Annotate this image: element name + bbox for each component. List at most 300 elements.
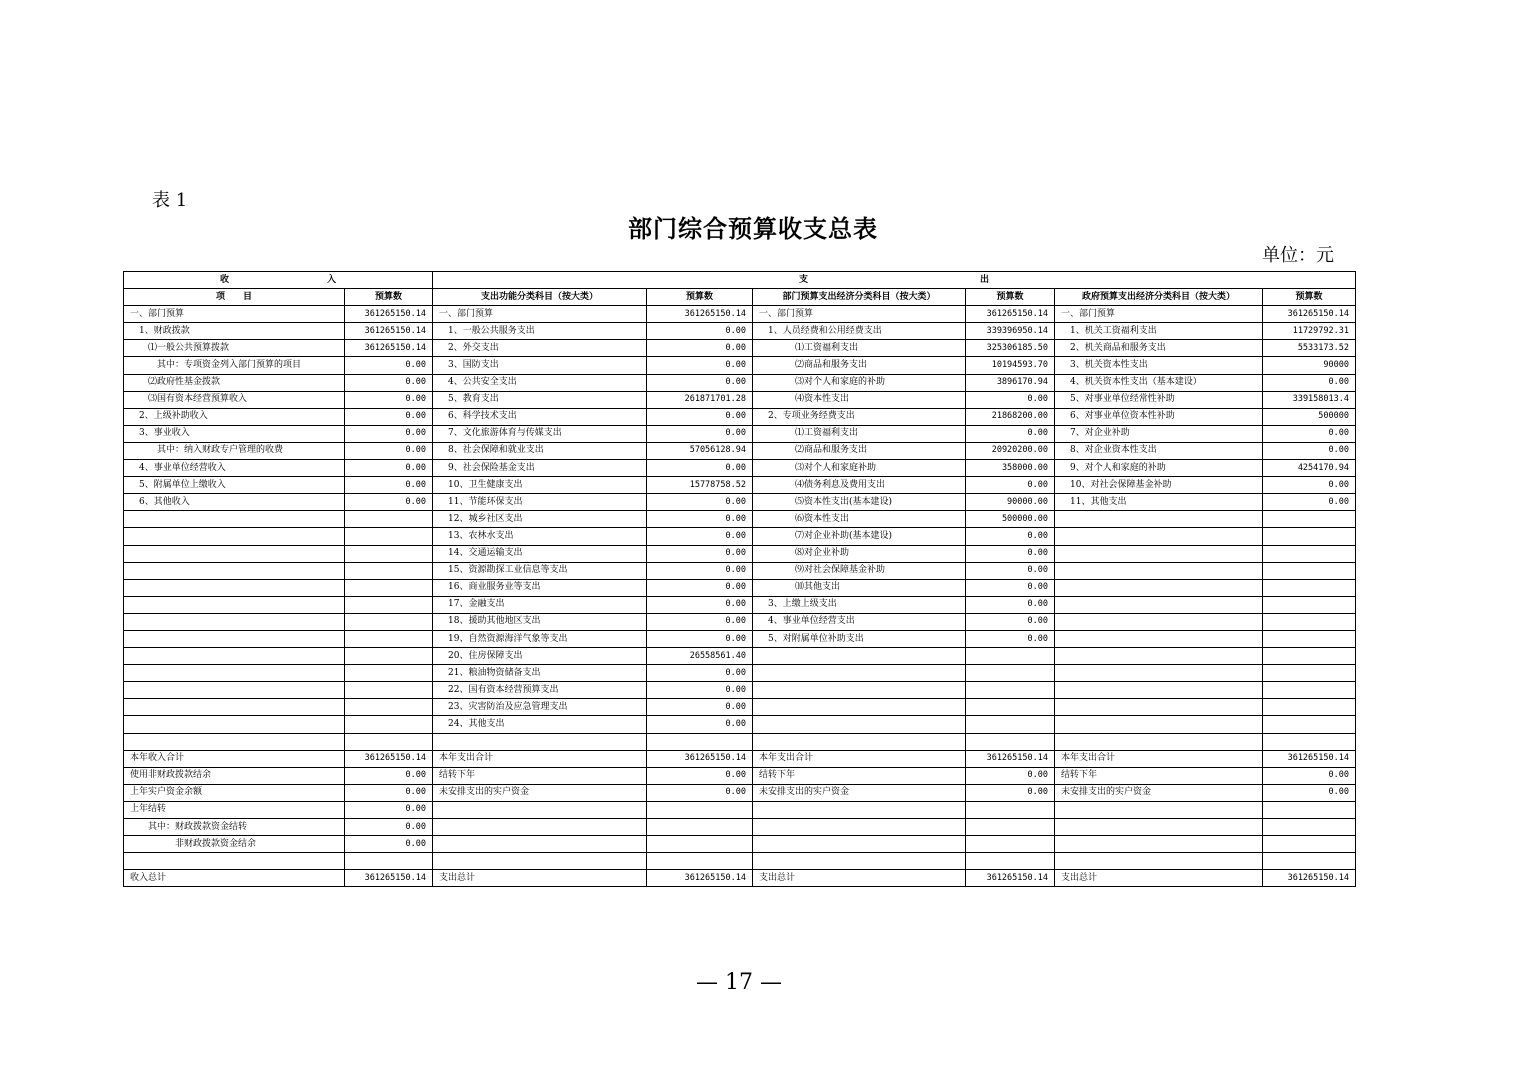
budget-amount-cell: 0.00 <box>345 357 433 374</box>
table-row <box>124 562 1356 579</box>
budget-amount-cell <box>345 699 433 716</box>
budget-amount-cell: 0.00 <box>345 836 433 853</box>
item-name-cell <box>753 853 966 870</box>
table-row <box>124 374 1356 391</box>
budget-amount-cell <box>345 665 433 682</box>
item-name-cell: 14、交通运输支出 <box>433 545 647 562</box>
item-name-cell <box>124 630 345 647</box>
budget-amount-cell <box>647 801 753 818</box>
budget-amount-cell <box>1263 630 1356 647</box>
expense-header-char: 支 <box>799 274 809 285</box>
item-name-cell: 5、附属单位上缴收入 <box>124 477 345 494</box>
column-header: 项 目 <box>124 289 345 306</box>
item-name-cell <box>124 613 345 630</box>
table-row <box>124 801 1356 818</box>
item-name-cell <box>433 733 647 750</box>
column-header: 部门预算支出经济分类科目（按大类） <box>753 289 966 306</box>
budget-amount-cell: 0.00 <box>1263 767 1356 784</box>
budget-amount-cell <box>345 545 433 562</box>
item-name-cell <box>124 733 345 750</box>
budget-amount-cell: 0.00 <box>1263 425 1356 442</box>
budget-amount-cell <box>345 716 433 733</box>
item-name-cell <box>1055 562 1263 579</box>
budget-amount-cell: 20920200.00 <box>966 442 1055 459</box>
table-row <box>124 391 1356 408</box>
budget-amount-cell: 0.00 <box>966 425 1055 442</box>
item-name-cell: 4、机关资本性支出（基本建设） <box>1055 374 1263 391</box>
item-name-cell <box>1055 630 1263 647</box>
item-name-cell: 13、农林水支出 <box>433 528 647 545</box>
budget-amount-cell: 0.00 <box>1263 374 1356 391</box>
table-row <box>124 306 1356 323</box>
budget-amount-cell: 0.00 <box>966 630 1055 647</box>
item-name-cell: 上年结转 <box>124 801 345 818</box>
budget-amount-cell: 361265150.14 <box>647 750 753 767</box>
table-row <box>124 323 1356 340</box>
item-name-cell: 一、部门预算 <box>1055 306 1263 323</box>
budget-amount-cell: 361265150.14 <box>345 750 433 767</box>
item-name-cell: 7、对企业补助 <box>1055 425 1263 442</box>
budget-amount-cell: 339158013.4 <box>1263 391 1356 408</box>
table-row <box>124 716 1356 733</box>
item-name-cell <box>1055 511 1263 528</box>
budget-amount-cell: 0.00 <box>966 391 1055 408</box>
item-name-cell: 2、专项业务经费支出 <box>753 408 966 425</box>
budget-amount-cell: 339396950.14 <box>966 323 1055 340</box>
budget-amount-cell: 0.00 <box>647 374 753 391</box>
budget-amount-cell: 0.00 <box>647 665 753 682</box>
item-name-cell <box>1055 613 1263 630</box>
table-row <box>124 665 1356 682</box>
column-header: 预算数 <box>345 289 433 306</box>
item-name-cell <box>1055 682 1263 699</box>
item-name-cell: 10、卫生健康支出 <box>433 477 647 494</box>
item-name-cell: ⑹资本性支出 <box>753 511 966 528</box>
item-name-cell: 4、事业单位经营收入 <box>124 460 345 477</box>
item-name-cell: ⑷债务利息及费用支出 <box>753 477 966 494</box>
item-name-cell: ⑶国有资本经营预算收入 <box>124 391 345 408</box>
income-header-char: 收 <box>220 274 230 285</box>
item-name-cell <box>433 853 647 870</box>
table-row <box>124 870 1356 887</box>
budget-amount-cell: 0.00 <box>647 562 753 579</box>
table-row <box>124 699 1356 716</box>
item-name-cell <box>1055 853 1263 870</box>
item-name-cell: ⑽其他支出 <box>753 579 966 596</box>
item-name-cell: ⑵政府性基金拨款 <box>124 374 345 391</box>
item-name-cell <box>433 819 647 836</box>
budget-amount-cell: 90000.00 <box>966 494 1055 511</box>
item-name-cell: 5、对事业单位经常性补助 <box>1055 391 1263 408</box>
item-name-cell: 结转下年 <box>1055 767 1263 784</box>
budget-amount-cell: 0.00 <box>345 801 433 818</box>
budget-amount-cell: 361265150.14 <box>966 750 1055 767</box>
budget-amount-cell <box>1263 511 1356 528</box>
item-name-cell: 支出总计 <box>753 870 966 887</box>
item-name-cell: 支出总计 <box>1055 870 1263 887</box>
budget-amount-cell: 0.00 <box>345 494 433 511</box>
budget-amount-cell: 0.00 <box>345 391 433 408</box>
item-name-cell: 6、对事业单位资本性补助 <box>1055 408 1263 425</box>
item-name-cell <box>1055 545 1263 562</box>
budget-amount-cell: 0.00 <box>345 374 433 391</box>
budget-amount-cell <box>966 648 1055 665</box>
budget-amount-cell: 90000 <box>1263 357 1356 374</box>
budget-amount-cell: 0.00 <box>647 528 753 545</box>
budget-amount-cell <box>345 733 433 750</box>
item-name-cell: 未安排支出的实户资金 <box>1055 784 1263 801</box>
item-name-cell <box>1055 648 1263 665</box>
item-name-cell: 1、一般公共服务支出 <box>433 323 647 340</box>
budget-amount-cell: 361265150.14 <box>1263 306 1356 323</box>
budget-amount-cell: 0.00 <box>647 511 753 528</box>
table-row <box>124 511 1356 528</box>
budget-amount-cell: 0.00 <box>647 357 753 374</box>
item-name-cell <box>124 665 345 682</box>
item-name-cell: 未安排支出的实户资金 <box>433 784 647 801</box>
budget-summary-table <box>123 271 1356 887</box>
item-name-cell: 8、对企业资本性支出 <box>1055 442 1263 459</box>
budget-amount-cell <box>345 511 433 528</box>
budget-amount-cell: 0.00 <box>647 596 753 613</box>
column-header: 预算数 <box>1263 289 1356 306</box>
item-name-cell: 支出总计 <box>433 870 647 887</box>
item-name-cell: 8、社会保障和就业支出 <box>433 442 647 459</box>
budget-amount-cell: 0.00 <box>647 323 753 340</box>
budget-amount-cell: 0.00 <box>966 613 1055 630</box>
page-number: — 17 — <box>696 970 782 995</box>
budget-amount-cell <box>1263 699 1356 716</box>
budget-amount-cell <box>1263 733 1356 750</box>
budget-amount-cell: 361265150.14 <box>966 870 1055 887</box>
item-name-cell: ⑶对个人和家庭补助 <box>753 460 966 477</box>
budget-amount-cell: 361265150.14 <box>1263 750 1356 767</box>
budget-amount-cell: 0.00 <box>345 819 433 836</box>
item-name-cell <box>1055 801 1263 818</box>
table-row <box>124 853 1356 870</box>
item-name-cell <box>124 545 345 562</box>
budget-amount-cell: 0.00 <box>647 460 753 477</box>
table-row <box>124 528 1356 545</box>
budget-amount-cell: 0.00 <box>966 579 1055 596</box>
item-name-cell <box>1055 733 1263 750</box>
budget-amount-cell: 0.00 <box>966 784 1055 801</box>
item-name-cell: ⑵商品和服务支出 <box>753 357 966 374</box>
item-name-cell <box>124 562 345 579</box>
budget-amount-cell: 0.00 <box>647 494 753 511</box>
budget-amount-cell: 0.00 <box>647 716 753 733</box>
table-row <box>124 408 1356 425</box>
table-row <box>124 340 1356 357</box>
table-row <box>124 460 1356 477</box>
item-name-cell <box>124 699 345 716</box>
item-name-cell: ⑶对个人和家庭的补助 <box>753 374 966 391</box>
budget-amount-cell: 0.00 <box>345 767 433 784</box>
item-name-cell <box>1055 528 1263 545</box>
budget-amount-cell <box>966 665 1055 682</box>
item-name-cell: 其中：财政拨款资金结转 <box>124 819 345 836</box>
item-name-cell: 6、其他收入 <box>124 494 345 511</box>
item-name-cell: 收入总计 <box>124 870 345 887</box>
item-name-cell: 5、对附属单位补助支出 <box>753 630 966 647</box>
table-row <box>124 836 1356 853</box>
budget-amount-cell: 0.00 <box>647 425 753 442</box>
budget-amount-cell <box>966 801 1055 818</box>
item-name-cell <box>124 596 345 613</box>
budget-amount-cell <box>1263 648 1356 665</box>
budget-amount-cell: 0.00 <box>647 699 753 716</box>
table-row <box>124 630 1356 647</box>
budget-amount-cell: 0.00 <box>647 545 753 562</box>
item-name-cell: 22、国有资本经营预算支出 <box>433 682 647 699</box>
budget-amount-cell: 0.00 <box>345 425 433 442</box>
budget-amount-cell <box>966 853 1055 870</box>
budget-amount-cell <box>647 733 753 750</box>
item-name-cell: 23、灾害防治及应急管理支出 <box>433 699 647 716</box>
item-name-cell: 18、援助其他地区支出 <box>433 613 647 630</box>
item-name-cell: 17、金融支出 <box>433 596 647 613</box>
budget-amount-cell <box>1263 562 1356 579</box>
item-name-cell: 12、城乡社区支出 <box>433 511 647 528</box>
budget-amount-cell <box>966 682 1055 699</box>
item-name-cell <box>1055 596 1263 613</box>
budget-amount-cell: 361265150.14 <box>345 340 433 357</box>
budget-amount-cell <box>345 596 433 613</box>
item-name-cell: 16、商业服务业等支出 <box>433 579 647 596</box>
item-name-cell: ⑵商品和服务支出 <box>753 442 966 459</box>
item-name-cell: 1、机关工资福利支出 <box>1055 323 1263 340</box>
budget-amount-cell <box>1263 682 1356 699</box>
budget-amount-cell <box>966 716 1055 733</box>
table-row <box>124 682 1356 699</box>
item-name-cell: ⑺对企业补助(基本建设) <box>753 528 966 545</box>
budget-amount-cell <box>345 648 433 665</box>
item-name-cell <box>1055 716 1263 733</box>
item-name-cell: 本年支出合计 <box>753 750 966 767</box>
budget-amount-cell: 10194593.70 <box>966 357 1055 374</box>
budget-amount-cell <box>1263 545 1356 562</box>
table-row <box>124 750 1356 767</box>
item-name-cell: 7、文化旅游体育与传媒支出 <box>433 425 647 442</box>
budget-amount-cell: 361265150.14 <box>345 323 433 340</box>
income-section-header <box>124 272 433 289</box>
item-name-cell: 11、节能环保支出 <box>433 494 647 511</box>
budget-amount-cell: 0.00 <box>345 477 433 494</box>
budget-amount-cell: 0.00 <box>647 767 753 784</box>
item-name-cell <box>433 801 647 818</box>
item-name-cell: 非财政拨款资金结余 <box>124 836 345 853</box>
item-name-cell: 4、事业单位经营支出 <box>753 613 966 630</box>
table-row <box>124 357 1356 374</box>
item-name-cell <box>753 716 966 733</box>
budget-amount-cell: 0.00 <box>966 596 1055 613</box>
item-name-cell: 3、国防支出 <box>433 357 647 374</box>
budget-amount-cell: 21868200.00 <box>966 408 1055 425</box>
item-name-cell: 9、社会保险基金支出 <box>433 460 647 477</box>
section-header-row <box>124 272 1356 289</box>
item-name-cell: 5、教育支出 <box>433 391 647 408</box>
budget-amount-cell: 361265150.14 <box>647 870 753 887</box>
item-name-cell: 一、部门预算 <box>433 306 647 323</box>
page-title: 部门综合预算收支总表 <box>628 214 878 243</box>
table-row <box>124 596 1356 613</box>
item-name-cell <box>753 648 966 665</box>
budget-amount-cell: 325306185.50 <box>966 340 1055 357</box>
budget-amount-cell: 57056128.94 <box>647 442 753 459</box>
budget-amount-cell <box>345 613 433 630</box>
item-name-cell: ⑻对企业补助 <box>753 545 966 562</box>
item-name-cell: 一、部门预算 <box>124 306 345 323</box>
budget-amount-cell <box>345 562 433 579</box>
item-name-cell: 一、部门预算 <box>753 306 966 323</box>
budget-amount-cell: 358000.00 <box>966 460 1055 477</box>
table-row <box>124 545 1356 562</box>
budget-amount-cell: 0.00 <box>345 408 433 425</box>
budget-amount-cell: 0.00 <box>966 528 1055 545</box>
item-name-cell: 6、科学技术支出 <box>433 408 647 425</box>
item-name-cell <box>124 528 345 545</box>
item-name-cell: 使用非财政拨款结余 <box>124 767 345 784</box>
item-name-cell: 20、住房保障支出 <box>433 648 647 665</box>
item-name-cell <box>1055 665 1263 682</box>
item-name-cell: ⑷资本性支出 <box>753 391 966 408</box>
budget-amount-cell <box>1263 579 1356 596</box>
budget-amount-cell: 500000 <box>1263 408 1356 425</box>
item-name-cell: 本年支出合计 <box>433 750 647 767</box>
item-name-cell: ⑴工资福利支出 <box>753 425 966 442</box>
item-name-cell: ⑴工资福利支出 <box>753 340 966 357</box>
budget-amount-cell: 11729792.31 <box>1263 323 1356 340</box>
column-header: 预算数 <box>647 289 753 306</box>
item-name-cell: 本年收入合计 <box>124 750 345 767</box>
item-name-cell: 1、财政拨款 <box>124 323 345 340</box>
item-name-cell <box>753 682 966 699</box>
item-name-cell: 结转下年 <box>433 767 647 784</box>
budget-amount-cell <box>1263 819 1356 836</box>
item-name-cell <box>753 819 966 836</box>
budget-amount-cell: 4254170.94 <box>1263 460 1356 477</box>
budget-amount-cell: 361265150.14 <box>345 306 433 323</box>
item-name-cell <box>753 733 966 750</box>
budget-amount-cell <box>345 682 433 699</box>
budget-amount-cell: 361265150.14 <box>966 306 1055 323</box>
item-name-cell: 24、其他支出 <box>433 716 647 733</box>
item-name-cell <box>433 836 647 853</box>
unit-label: 单位：元 <box>1262 245 1334 266</box>
budget-amount-cell: 3896170.94 <box>966 374 1055 391</box>
budget-amount-cell <box>1263 853 1356 870</box>
item-name-cell <box>753 699 966 716</box>
budget-amount-cell: 0.00 <box>647 340 753 357</box>
table-row <box>124 784 1356 801</box>
table-row <box>124 579 1356 596</box>
item-name-cell <box>753 801 966 818</box>
table-row <box>124 648 1356 665</box>
table-row <box>124 613 1356 630</box>
budget-amount-cell <box>1263 836 1356 853</box>
table-row <box>124 442 1356 459</box>
budget-amount-cell: 0.00 <box>966 562 1055 579</box>
column-header: 预算数 <box>966 289 1055 306</box>
table-row <box>124 767 1356 784</box>
item-name-cell <box>124 579 345 596</box>
item-name-cell <box>1055 836 1263 853</box>
budget-amount-cell <box>647 853 753 870</box>
column-header: 政府预算支出经济分类科目（按大类） <box>1055 289 1263 306</box>
item-name-cell: 9、对个人和家庭的补助 <box>1055 460 1263 477</box>
budget-amount-cell <box>1263 716 1356 733</box>
item-name-cell: 2、上级补助收入 <box>124 408 345 425</box>
column-header-row <box>124 289 1356 306</box>
budget-amount-cell: 361265150.14 <box>647 306 753 323</box>
item-name-cell <box>124 648 345 665</box>
item-name-cell <box>1055 579 1263 596</box>
item-name-cell: 结转下年 <box>753 767 966 784</box>
budget-amount-cell: 0.00 <box>1263 494 1356 511</box>
budget-amount-cell: 15778758.52 <box>647 477 753 494</box>
budget-amount-cell: 0.00 <box>647 613 753 630</box>
table-label: 表 1 <box>152 190 188 211</box>
table-row <box>124 425 1356 442</box>
item-name-cell <box>124 716 345 733</box>
budget-amount-cell: 500000.00 <box>966 511 1055 528</box>
item-name-cell: 其中：纳入财政专户管理的收费 <box>124 442 345 459</box>
item-name-cell: 21、粮油物资储备支出 <box>433 665 647 682</box>
expense-section-header <box>433 272 1356 289</box>
item-name-cell: 上年实户资金余额 <box>124 784 345 801</box>
item-name-cell <box>124 853 345 870</box>
budget-amount-cell <box>966 699 1055 716</box>
budget-amount-cell: 5533173.52 <box>1263 340 1356 357</box>
expense-header-char: 出 <box>979 274 989 285</box>
item-name-cell: ⑼对社会保障基金补助 <box>753 562 966 579</box>
budget-amount-cell: 0.00 <box>1263 477 1356 494</box>
budget-amount-cell: 0.00 <box>1263 784 1356 801</box>
item-name-cell: 19、自然资源海洋气象等支出 <box>433 630 647 647</box>
item-name-cell: 未安排支出的实户资金 <box>753 784 966 801</box>
item-name-cell <box>124 682 345 699</box>
item-name-cell: 2、机关商品和服务支出 <box>1055 340 1263 357</box>
column-header: 支出功能分类科目（按大类） <box>433 289 647 306</box>
item-name-cell <box>124 511 345 528</box>
table-row <box>124 494 1356 511</box>
budget-amount-cell <box>345 579 433 596</box>
budget-amount-cell <box>1263 613 1356 630</box>
item-name-cell: 3、机关资本性支出 <box>1055 357 1263 374</box>
budget-amount-cell: 0.00 <box>647 630 753 647</box>
budget-amount-cell: 0.00 <box>1263 442 1356 459</box>
budget-amount-cell <box>647 819 753 836</box>
item-name-cell: 11、其他支出 <box>1055 494 1263 511</box>
budget-amount-cell: 0.00 <box>345 442 433 459</box>
item-name-cell: 本年支出合计 <box>1055 750 1263 767</box>
budget-amount-cell: 261871701.28 <box>647 391 753 408</box>
item-name-cell <box>753 836 966 853</box>
budget-amount-cell: 0.00 <box>966 545 1055 562</box>
budget-amount-cell: 0.00 <box>647 579 753 596</box>
item-name-cell: 2、外交支出 <box>433 340 647 357</box>
table-row <box>124 477 1356 494</box>
budget-amount-cell <box>1263 528 1356 545</box>
table-row <box>124 733 1356 750</box>
budget-amount-cell: 0.00 <box>647 408 753 425</box>
item-name-cell: 其中：专项资金列入部门预算的项目 <box>124 357 345 374</box>
item-name-cell <box>1055 699 1263 716</box>
item-name-cell <box>753 665 966 682</box>
item-name-cell: ⑸资本性支出(基本建设) <box>753 494 966 511</box>
budget-amount-cell <box>647 836 753 853</box>
budget-amount-cell: 26558561.40 <box>647 648 753 665</box>
